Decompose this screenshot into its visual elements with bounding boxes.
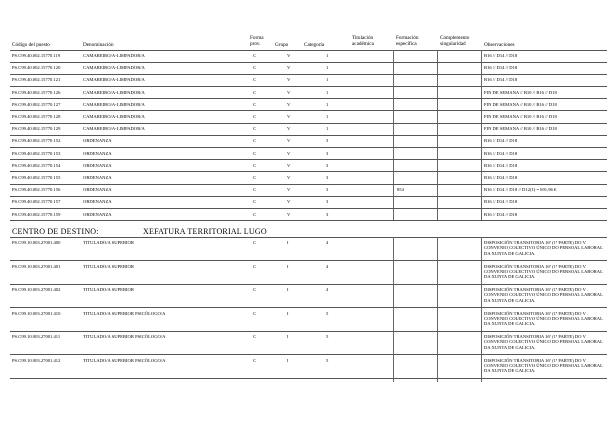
cell-codigo: PS.C99.10.003.27001.402 bbox=[12, 287, 61, 292]
cell-forma: C bbox=[253, 240, 257, 245]
cell-categoria: 4 bbox=[326, 240, 329, 245]
row-rule bbox=[10, 171, 607, 172]
row-rule bbox=[10, 354, 607, 355]
cell-categoria: 3 bbox=[326, 175, 329, 180]
cell-denominacion: CAMAREIRO/A-LIMPADOR/A bbox=[83, 114, 145, 119]
column-divider bbox=[437, 237, 438, 382]
cell-categoria: 1 bbox=[326, 65, 329, 71]
cell-denominacion: ORDENANZA bbox=[83, 162, 112, 168]
cell-codigo: PS.C99.40.002.15770.156 bbox=[12, 187, 61, 193]
cell-forma: C bbox=[253, 138, 257, 144]
cell-codigo: PS.C99.40.002.15770.121 bbox=[12, 77, 61, 83]
row-rule bbox=[10, 110, 607, 111]
cell-observaciones: DISPOSICIÓN TRANSITORIA 16ª (1ª PARTE) DO V CONVENIO COLECTIVO ÚNICO DO PERSOAL LABORAL DA XUNTA DE GALICIA. bbox=[484, 240, 603, 256]
cell-categoria: 1 bbox=[326, 101, 329, 107]
header-denominacion: Denominación bbox=[83, 42, 114, 48]
row-rule bbox=[10, 135, 607, 136]
centro-name: XEFATURA TERRITORIAL LUGO bbox=[143, 227, 267, 236]
cell-codigo: PS.C99.40.002.15770.119 bbox=[12, 53, 61, 58]
cell-observaciones: B16 // D14 // D18 bbox=[484, 77, 518, 83]
cell-grupo: V bbox=[287, 162, 291, 168]
cell-categoria: 5 bbox=[326, 310, 329, 316]
cell-observaciones: B16 // D14 // D18 bbox=[484, 175, 518, 180]
cell-grupo: V bbox=[287, 175, 291, 180]
cell-categoria: 3 bbox=[326, 187, 329, 193]
cell-categoria: 3 bbox=[326, 162, 329, 168]
cell-grupo: I bbox=[287, 310, 289, 316]
cell-grupo: V bbox=[287, 77, 291, 83]
header-titulacion: Titulación académica bbox=[352, 35, 374, 47]
row-rule bbox=[10, 184, 607, 185]
cell-denominacion: ORDENANZA bbox=[83, 211, 112, 217]
header-observaciones: Observaciones bbox=[484, 42, 515, 48]
cell-observaciones: DISPOSICIÓN TRANSITORIA 16ª (1ª PARTE) DO V CONVENIO COLECTIVO ÚNICO DO PERSOAL LABORAL DA XUNTA DE GALICIA. bbox=[484, 334, 603, 350]
cell-denominacion: TITULADO/A SUPERIOR PSICÓLOGO/A bbox=[83, 334, 166, 339]
cell-codigo: PS.C99.40.002.15770.153 bbox=[12, 150, 61, 156]
cell-codigo: PS.C99.10.003.27001.401 bbox=[12, 263, 61, 269]
cell-observaciones: B16 // D14 // D18 bbox=[484, 199, 518, 205]
cell-observaciones: FIN DE SEMANA // B10 // B16 // D18 bbox=[484, 89, 557, 95]
cell-categoria: 1 bbox=[326, 53, 329, 58]
column-divider bbox=[481, 237, 482, 382]
cell-observaciones: B16 // D14 // D18 bbox=[484, 65, 518, 71]
row-rule bbox=[10, 123, 607, 124]
cell-categoria: 1 bbox=[326, 126, 329, 132]
cell-categoria: 1 bbox=[326, 89, 329, 95]
cell-forma: C bbox=[253, 334, 257, 339]
row-rule bbox=[10, 260, 607, 261]
cell-codigo: PS.C99.40.002.15770.128 bbox=[12, 114, 61, 119]
cell-categoria: 5 bbox=[326, 357, 329, 363]
cell-observaciones: DISPOSICIÓN TRANSITORIA 16ª (1ª PARTE) DO V CONVENIO COLECTIVO ÚNICO DO PERSOAL LABORAL DA XUNTA DE GALICIA. bbox=[484, 310, 603, 327]
cell-observaciones: B16 // D14 // D18 bbox=[484, 138, 518, 144]
cell-grupo: V bbox=[287, 101, 291, 107]
row-rule bbox=[10, 220, 607, 221]
cell-forma: C bbox=[253, 187, 257, 193]
cell-grupo: V bbox=[287, 65, 291, 71]
cell-categoria: 4 bbox=[326, 287, 329, 292]
cell-observaciones: B16 // D14 // D18 bbox=[484, 162, 518, 168]
cell-codigo: PS.C99.40.002.15770.129 bbox=[12, 126, 61, 132]
cell-observaciones: FIN DE SEMANA // B10 // B16 // D18 bbox=[484, 126, 557, 132]
cell-forma: C bbox=[253, 114, 257, 119]
cell-formacion: 854 bbox=[397, 187, 404, 193]
cell-denominacion: ORDENANZA bbox=[83, 199, 112, 205]
row-rule bbox=[10, 98, 607, 99]
cell-forma: C bbox=[253, 199, 257, 205]
cell-forma: C bbox=[253, 211, 257, 217]
cell-grupo: V bbox=[287, 150, 291, 156]
cell-observaciones: DISPOSICIÓN TRANSITORIA 16ª (1ª PARTE) DO V CONVENIO COLECTIVO ÚNICO DO PERSOAL LABORAL DA XUNTA DE GALICIA. bbox=[484, 357, 603, 374]
cell-denominacion: ORDENANZA bbox=[83, 187, 112, 193]
cell-grupo: V bbox=[287, 211, 291, 217]
cell-observaciones: FIN DE SEMANA // B10 // B16 // D18 bbox=[484, 101, 557, 107]
cell-grupo: V bbox=[287, 138, 291, 144]
cell-denominacion: ORDENANZA bbox=[83, 150, 112, 156]
cell-codigo: PS.C99.40.002.15770.154 bbox=[12, 162, 61, 168]
cell-grupo: I bbox=[287, 240, 289, 245]
cell-categoria: 5 bbox=[326, 334, 329, 339]
cell-grupo: I bbox=[287, 357, 289, 363]
cell-forma: C bbox=[253, 175, 257, 180]
cell-codigo: PS.C99.40.002.15770.126 bbox=[12, 89, 61, 95]
cell-grupo: V bbox=[287, 187, 291, 193]
cell-grupo: I bbox=[287, 287, 289, 292]
cell-categoria: 3 bbox=[326, 150, 329, 156]
cell-denominacion: CAMAREIRO/A-LIMPADOR/A bbox=[83, 101, 145, 107]
header-complemento: Complemento singularidad bbox=[440, 35, 470, 47]
row-rule bbox=[10, 86, 607, 87]
cell-observaciones: B16 // D14 // D18 bbox=[484, 211, 518, 217]
cell-denominacion: CAMAREIRO/A-LIMPADOR/A bbox=[83, 65, 145, 71]
cell-forma: C bbox=[253, 53, 257, 58]
cell-codigo: PS.C99.10.003.27001.412 bbox=[12, 357, 61, 363]
cell-forma: C bbox=[253, 89, 257, 95]
cell-grupo: V bbox=[287, 114, 291, 119]
centro-label: CENTRO DE DESTINO: bbox=[12, 227, 99, 236]
cell-forma: C bbox=[253, 287, 257, 292]
cell-categoria: 3 bbox=[326, 211, 329, 217]
cell-denominacion: CAMAREIRO/A-LIMPADOR/A bbox=[83, 53, 145, 58]
row-rule bbox=[10, 159, 607, 160]
cell-codigo: PS.C99.10.003.27001.410 bbox=[12, 310, 61, 316]
cell-categoria: 3 bbox=[326, 138, 329, 144]
cell-observaciones: B16 // D14 // D18 // D12(1) = 691,96 € bbox=[484, 187, 557, 193]
cell-forma: C bbox=[253, 150, 257, 156]
row-rule bbox=[10, 74, 607, 75]
cell-grupo: V bbox=[287, 53, 291, 58]
cell-denominacion: TITULADO/A SUPERIOR PSICÓLOGO/A bbox=[83, 357, 166, 363]
cell-forma: C bbox=[253, 357, 257, 363]
cell-denominacion: TITULADO/A SUPERIOR PSICÓLOGO/A bbox=[83, 310, 166, 316]
cell-denominacion: TITULADO/A SUPERIOR bbox=[83, 263, 134, 269]
column-divider bbox=[393, 237, 394, 382]
cell-denominacion: CAMAREIRO/A-LIMPADOR/A bbox=[83, 89, 145, 95]
cell-codigo: PS.C99.10.003.27001.411 bbox=[12, 334, 61, 339]
cell-observaciones: B16 // D14 // D18 bbox=[484, 53, 518, 58]
cell-codigo: PS.C99.40.002.15770.120 bbox=[12, 65, 61, 71]
header-rule bbox=[10, 50, 607, 51]
row-rule bbox=[10, 147, 607, 148]
cell-categoria: 4 bbox=[326, 263, 329, 269]
row-rule bbox=[10, 307, 607, 308]
header-categoria: Categoría bbox=[304, 42, 325, 48]
cell-grupo: V bbox=[287, 89, 291, 95]
cell-forma: C bbox=[253, 310, 257, 316]
cell-observaciones: FIN DE SEMANA // B10 // B16 // D18 bbox=[484, 114, 557, 119]
row-rule bbox=[10, 331, 607, 332]
cell-grupo: I bbox=[287, 263, 289, 269]
cell-forma: C bbox=[253, 101, 257, 107]
cell-denominacion: TITULADO/A SUPERIOR bbox=[83, 287, 134, 292]
cell-codigo: PS.C99.40.002.15770.127 bbox=[12, 101, 61, 107]
cell-forma: C bbox=[253, 77, 257, 83]
cell-denominacion: CAMAREIRO/A-LIMPADOR/A bbox=[83, 126, 145, 132]
row-rule bbox=[10, 196, 607, 197]
section-rule bbox=[10, 237, 607, 238]
cell-forma: C bbox=[253, 263, 257, 269]
header-forma: Forma prov. bbox=[250, 35, 264, 47]
cell-grupo: V bbox=[287, 199, 291, 205]
cell-denominacion: ORDENANZA bbox=[83, 175, 112, 180]
row-rule bbox=[10, 284, 607, 285]
cell-codigo: PS.C99.40.002.15770.152 bbox=[12, 138, 61, 144]
cell-observaciones: DISPOSICIÓN TRANSITORIA 16ª (1ª PARTE) DO V CONVENIO COLECTIVO ÚNICO DO PERSOAL LABORAL DA XUNTA DE GALICIA. bbox=[484, 287, 603, 303]
cell-grupo: I bbox=[287, 334, 289, 339]
header-formacion: Formación específica bbox=[396, 35, 419, 47]
cell-denominacion: CAMAREIRO/A-LIMPADOR/A bbox=[83, 77, 145, 83]
cell-forma: C bbox=[253, 162, 257, 168]
cell-categoria: 1 bbox=[326, 77, 329, 83]
cell-observaciones: DISPOSICIÓN TRANSITORIA 16ª (1ª PARTE) DO V CONVENIO COLECTIVO ÚNICO DO PERSOAL LABORAL DA XUNTA DE GALICIA. bbox=[484, 263, 603, 280]
cell-codigo: PS.C99.10.003.27001.400 bbox=[12, 240, 61, 245]
row-rule bbox=[10, 378, 607, 379]
cell-codigo: PS.C99.40.002.15770.155 bbox=[12, 175, 61, 180]
header-codigo: Código del puesto bbox=[12, 42, 50, 48]
cell-denominacion: TITULADO/A SUPERIOR bbox=[83, 240, 134, 245]
cell-categoria: 3 bbox=[326, 199, 329, 205]
cell-denominacion: ORDENANZA bbox=[83, 138, 112, 144]
row-rule bbox=[10, 62, 607, 63]
header-grupo: Grupo bbox=[275, 42, 289, 48]
cell-grupo: V bbox=[287, 126, 291, 132]
cell-codigo: PS.C99.40.002.15770.157 bbox=[12, 199, 61, 205]
row-rule bbox=[10, 208, 607, 209]
cell-forma: C bbox=[253, 65, 257, 71]
cell-observaciones: B16 // D14 // D18 bbox=[484, 150, 518, 156]
cell-codigo: PS.C99.40.002.15770.159 bbox=[12, 211, 61, 217]
cell-categoria: 1 bbox=[326, 114, 329, 119]
cell-forma: C bbox=[253, 126, 257, 132]
